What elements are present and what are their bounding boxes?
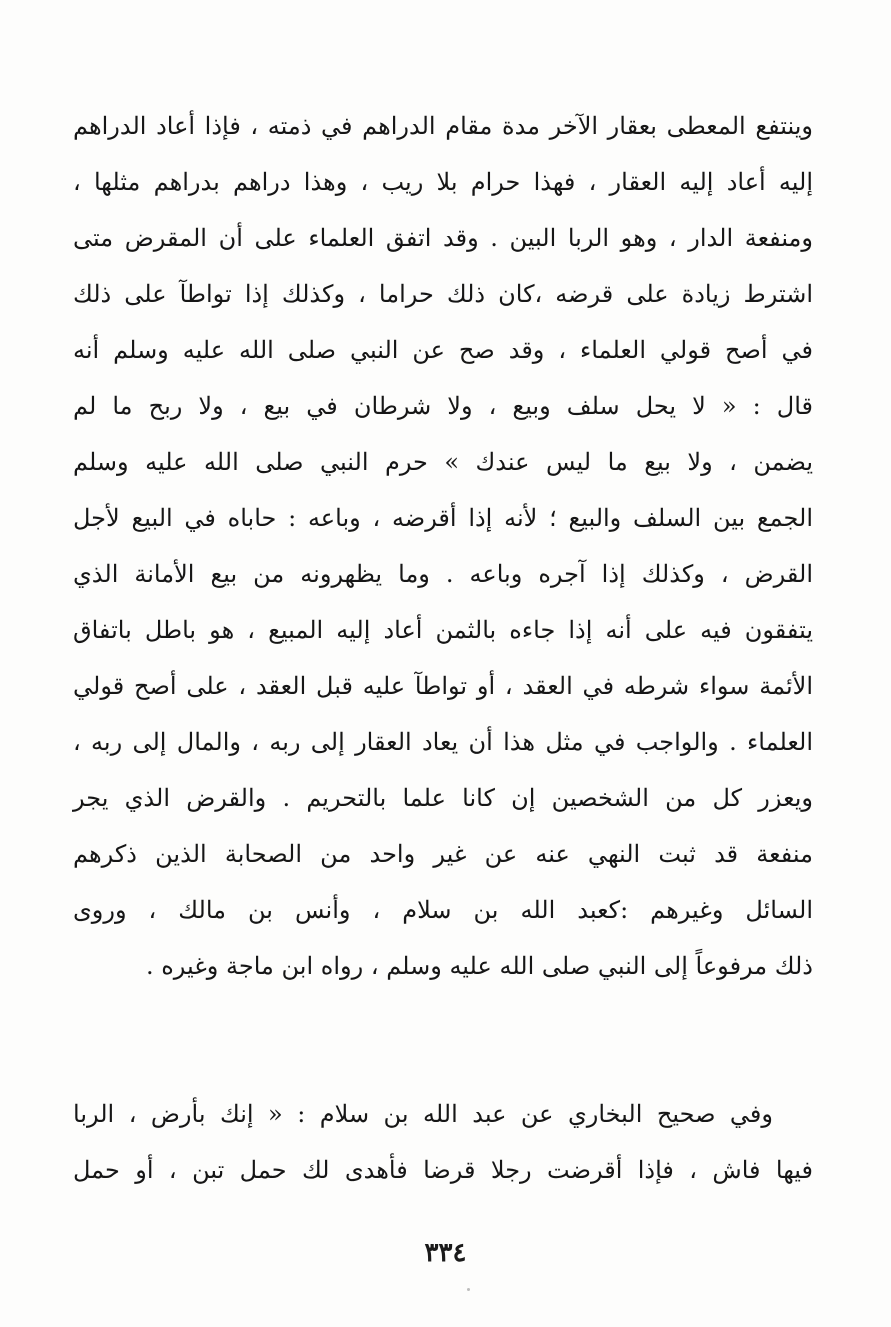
text-line: ومنفعة الدار ، وهو الربا البين . وقد اتفق العلماء على أن المقرض متى [73, 224, 813, 252]
page-number: ٣٣٤ [424, 1238, 467, 1268]
text-line: قال : « لا يحل سلف وبيع ، ولا شرطان في بيع ، ولا ربح ما لم [73, 392, 813, 420]
text-line: وفي صحيح البخاري عن عبد الله بن سلام : « إنك بأرض ، الربا [73, 1100, 773, 1128]
text-line: القرض ، وكذلك إذا آجره وباعه . وما يظهرونه من بيع الأمانة الذي [73, 560, 813, 588]
text-line: الجمع بين السلف والبيع ؛ لأنه إذا أقرضه ، وباعه : حاباه في البيع لأجل [73, 504, 813, 532]
text-line: إليه أعاد إليه العقار ، فهذا حرام بلا ريب ، وهذا دراهم بدراهم مثلها ، [73, 168, 813, 196]
text-line: وينتفع المعطى بعقار الآخر مدة مقام الدراهم في ذمته ، فإذا أعاد الدراهم [73, 112, 813, 140]
text-line: منفعة قد ثبت النهي عنه عن غير واحد من الصحابة الذين ذكرهم [73, 840, 813, 868]
paper-speck [467, 1288, 470, 1291]
text-line: ويعزر كل من الشخصين إن كانا علما بالتحريم . والقرض الذي يجر [73, 784, 813, 812]
text-line: يضمن ، ولا بيع ما ليس عندك » حرم النبي صلى الله عليه وسلم [73, 448, 813, 476]
paragraph-2 [73, 1086, 813, 1198]
text-line: فيها فاش ، فإذا أقرضت رجلا قرضا فأهدى لك حمل تبن ، أو حمل [73, 1156, 813, 1184]
text-line: السائل وغيرهم :كعبد الله بن سلام ، وأنس بن مالك ، وروى [73, 896, 813, 924]
text-line: ذلك مرفوعاً إلى النبي صلى الله عليه وسلم ، رواه ابن ماجة وغيره . [145, 952, 813, 980]
text-line: اشترط زيادة على قرضه ،كان ذلك حراما ، وكذلك إذا تواطآ على ذلك [73, 280, 813, 308]
text-line: العلماء . والواجب في مثل هذا أن يعاد العقار إلى ربه ، والمال إلى ربه ، [73, 728, 813, 756]
text-line: يتفقون فيه على أنه إذا جاءه بالثمن أعاد إليه المبيع ، هو باطل باتفاق [73, 616, 813, 644]
text-line: في أصح قولي العلماء ، وقد صح عن النبي صلى الله عليه وسلم أنه [73, 336, 813, 364]
paragraph-1 [73, 98, 813, 994]
text-line: الأئمة سواء شرطه في العقد ، أو تواطآ عليه قبل العقد ، على أصح قولي [73, 672, 813, 700]
